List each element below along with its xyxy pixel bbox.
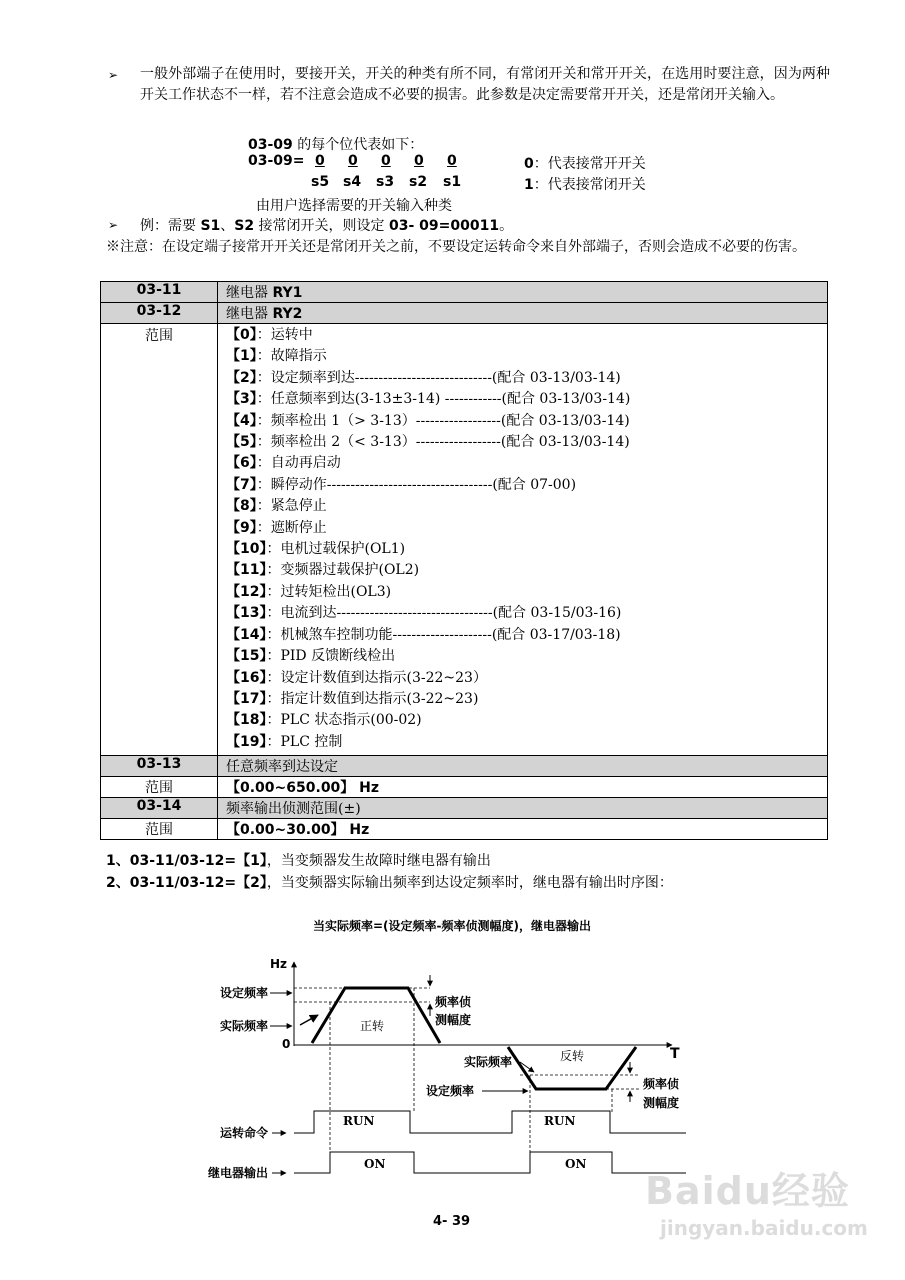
option-text: ：PID 反馈断线检出 xyxy=(266,648,396,665)
option-num: 【10】 xyxy=(226,541,267,558)
option-num: 【5】 xyxy=(226,434,257,451)
legend-1-text: ：代表接常闭开关 xyxy=(533,177,646,193)
forward-frequency-curve xyxy=(312,988,440,1043)
option-num: 【11】 xyxy=(226,562,267,579)
bit-name-s5: s5 xyxy=(311,174,330,190)
bit-value-s3: 0 xyxy=(381,153,391,169)
note-1-code: 1、03-11/03-12=【1】 xyxy=(106,853,267,869)
legend-0-key: 0 xyxy=(524,156,534,172)
option-num: 【9】 xyxy=(226,519,257,536)
option-num: 【15】 xyxy=(226,648,267,665)
range-label: 范围 xyxy=(101,777,218,798)
reverse-label: 反转 xyxy=(560,1049,585,1063)
option-text: ：设定计数值到达指示(3-22~23） xyxy=(266,669,487,686)
row-code: 03-12 xyxy=(101,303,218,324)
bit-name-s2: s2 xyxy=(409,174,428,190)
bullet-2: ➢ xyxy=(108,218,119,232)
band-label-1: 频率侦 xyxy=(435,995,472,1009)
range-value: 【0.00~650.00】 Hz xyxy=(218,777,828,798)
legend-0-text: ：代表接常开开关 xyxy=(533,156,646,172)
option-num: 【18】 xyxy=(226,712,267,729)
intro-paragraph: 一般外部端子在使用时，要接开关，开关的种类有所不同，有常闭开关和常开开关，在选用时要注意，因为两种开关工作状态不一样，若不注意会造成不必要的损害。此参数是决定需要常开开关，还是常闭开关输入。 xyxy=(140,66,830,103)
diagram-title: 当实际频率=(设定频率-频率侦测幅度)，继电器输出 xyxy=(312,919,592,933)
range-label: 范围 xyxy=(101,819,218,840)
option-num: 【2】 xyxy=(226,369,257,386)
run-label-2: RUN xyxy=(544,1114,576,1128)
option-text: ：设定频率到达-----------------------------(配合 03-13/03-14) xyxy=(256,369,621,386)
range-label: 范围 xyxy=(101,324,218,756)
relay-output-label: 继电器输出 xyxy=(208,1166,269,1180)
bits-title-text: 的每个位代表如下： xyxy=(292,137,424,153)
bits-label: 03-09= xyxy=(248,153,305,169)
watermark-logo: Baidu经验 xyxy=(645,1169,850,1213)
origin-label: 0 xyxy=(282,1037,291,1051)
forward-label: 正转 xyxy=(360,1019,385,1033)
bit-name-s1: s1 xyxy=(443,174,462,190)
option-text: ：机械煞车控制功能---------------------(配合 03-17/03-18) xyxy=(266,626,621,643)
option-text: ：遮断停止 xyxy=(256,519,327,536)
row-name-bold: RY2 xyxy=(272,306,303,322)
option-text: ：电流到达---------------------------------(配合 03-15/03-16) xyxy=(266,605,622,622)
note-1-text: ，当变频器发生故障时继电器有输出 xyxy=(266,853,491,869)
option-num: 【7】 xyxy=(226,476,257,493)
option-text: ：自动再启动 xyxy=(256,455,341,472)
on-label-2: ON xyxy=(565,1157,587,1171)
option-num: 【6】 xyxy=(226,455,257,472)
bit-name-s3: s3 xyxy=(376,174,395,190)
range-value: 【0.00~30.00】 Hz xyxy=(218,819,828,840)
bits-title-code: 03-09 xyxy=(248,137,293,153)
row-name-bold: RY1 xyxy=(272,285,303,301)
option-text: ：指定计数值到达指示(3-22~23) xyxy=(266,690,479,707)
option-num: 【19】 xyxy=(226,733,267,750)
option-text: ：电机过载保护(OL1) xyxy=(266,541,406,558)
axis-t-label: T xyxy=(670,1046,680,1062)
option-num: 【16】 xyxy=(226,669,267,686)
option-num: 【13】 xyxy=(226,605,267,622)
option-text: ：运转中 xyxy=(256,327,313,343)
option-text: ：频率检出 1（> 3-13）------------------(配合 03-13/03-14) xyxy=(256,412,630,429)
option-num: 【4】 xyxy=(226,412,257,429)
run-label-1: RUN xyxy=(343,1114,375,1128)
option-text: ：频率检出 2（< 3-13）------------------(配合 03-13/03-14) xyxy=(256,434,630,451)
user-select-text: 由用户选择需要的开关输入种类 xyxy=(256,198,452,214)
axis-hz-label: Hz xyxy=(270,957,288,971)
row-code: 03-14 xyxy=(101,798,218,819)
band-rev-label-2: 测幅度 xyxy=(643,1096,680,1110)
option-num: 【17】 xyxy=(226,690,267,707)
option-num: 【1】 xyxy=(226,348,257,365)
set-freq-rev-label: 设定频率 xyxy=(426,1084,475,1098)
actual-freq-rev-label: 实际频率 xyxy=(464,1055,513,1069)
example-sep: 、 xyxy=(220,218,235,234)
note-paragraph: ※注意：在设定端子接常开开关还是常闭开关之前，不要设定运转命令来自外部端子，否则会造成不必要的伤害。 xyxy=(106,239,806,255)
option-num: 【0】 xyxy=(226,327,257,343)
row-name: 任意频率到达设定 xyxy=(218,756,828,777)
watermark-url: jingyan.baidu.com xyxy=(660,1216,868,1240)
relay-output-signal xyxy=(294,1152,686,1173)
bit-value-s1: 0 xyxy=(447,153,457,169)
bullet-1: ➢ xyxy=(108,68,119,82)
option-text: ：紧急停止 xyxy=(256,498,327,515)
example-prefix: 例：需要 xyxy=(140,218,201,234)
row-code: 03-13 xyxy=(101,756,218,777)
note-2-text: ，当变频器实际输出频率到达设定频率时，继电器有输出时序图： xyxy=(266,875,673,891)
option-num: 【12】 xyxy=(226,583,267,600)
option-num: 【14】 xyxy=(226,626,267,643)
row-code: 03-11 xyxy=(101,282,218,303)
option-text: ：变频器过载保护(OL2) xyxy=(266,562,420,579)
option-text: ：故障指示 xyxy=(256,348,327,365)
example-mid: 接常闭开关，则设定 xyxy=(254,218,390,234)
option-num: 【3】 xyxy=(226,391,257,408)
option-text: ：PLC 控制 xyxy=(266,733,343,750)
set-freq-label: 设定频率 xyxy=(220,986,269,1000)
legend-1-key: 1 xyxy=(524,177,534,193)
example-s2: S2 xyxy=(234,218,255,234)
example-code: 03- 09=00011 xyxy=(389,218,500,234)
row-name-text: 继电器 xyxy=(226,285,273,301)
actual-freq-label: 实际频率 xyxy=(220,1019,269,1033)
option-text: ：任意频率到达(3-13±3-14) ------------(配合 03-13/03-14) xyxy=(256,391,631,408)
band-rev-label-1: 频率侦 xyxy=(643,1077,680,1091)
run-command-label: 运转命令 xyxy=(220,1126,269,1140)
on-label-1: ON xyxy=(364,1157,386,1171)
example-end: 。 xyxy=(499,218,514,234)
bit-value-s5: 0 xyxy=(315,153,325,169)
bit-name-s4: s4 xyxy=(343,174,362,190)
row-name: 频率输出侦测范围(±) xyxy=(218,798,828,819)
row-name-text: 继电器 xyxy=(226,306,273,322)
option-text: ：PLC 状态指示(00-02) xyxy=(266,712,422,729)
note-2-code: 2、03-11/03-12=【2】 xyxy=(106,875,267,891)
band-label-2: 测幅度 xyxy=(435,1013,472,1027)
option-num: 【8】 xyxy=(226,498,257,515)
actual-freq-curve-arrow xyxy=(300,1015,318,1025)
option-text: ：瞬停动作-----------------------------------(配合 07-00) xyxy=(256,476,577,493)
example-s1: S1 xyxy=(200,218,221,234)
bit-value-s4: 0 xyxy=(348,153,358,169)
option-text: ：过转矩检出(OL3) xyxy=(266,583,392,600)
page-number: 4- 39 xyxy=(433,1214,471,1229)
bit-value-s2: 0 xyxy=(414,153,424,169)
